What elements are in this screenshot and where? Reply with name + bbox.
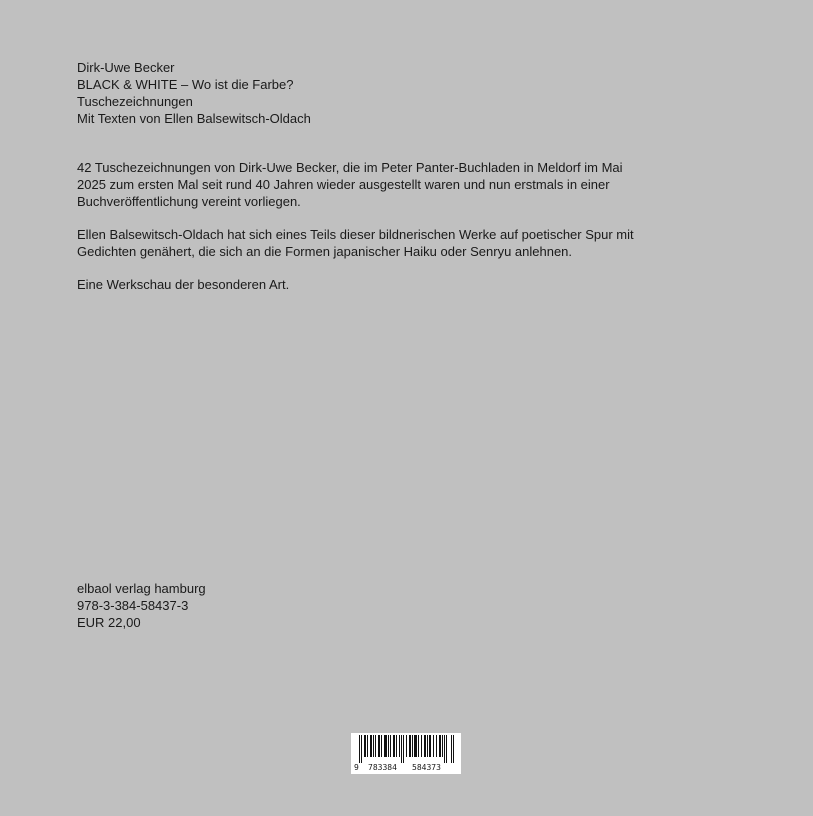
- book-description: [77, 159, 677, 309]
- description-paragraph-2: Ellen Balsewitsch-Oldach hat sich eines Teils dieser bildnerischen Werke auf poetischer Spur mit Gedichten genähert, die sich an die Formen japanischer Haiku oder Senryu anlehnen.: [77, 227, 634, 259]
- book-header: [77, 59, 677, 127]
- author-name: Dirk-Uwe Becker: [77, 60, 175, 75]
- price: EUR 22,00: [77, 615, 141, 630]
- barcode-digits: [351, 763, 461, 773]
- isbn-barcode: [351, 733, 461, 774]
- description-paragraph-1: 42 Tuschezeichnungen von Dirk-Uwe Becker, die im Peter Panter-Buchladen in Meldorf im Mai 2025 zum ersten Mal seit rund 40 Jahren wieder ausgestellt waren und nun erstmals in einer Buchveröffentlichung vereint vorliegen.: [77, 160, 623, 209]
- barcode-bars: [351, 733, 461, 763]
- texts-credit: Mit Texten von Ellen Balsewitsch-Oldach: [77, 111, 311, 126]
- barcode-left-group: 783384: [368, 763, 397, 772]
- book-title: BLACK & WHITE – Wo ist die Farbe?: [77, 77, 294, 92]
- publication-info: [77, 580, 677, 631]
- description-paragraph-3: Eine Werkschau der besonderen Art.: [77, 277, 290, 292]
- barcode-right-group: 584373: [412, 763, 441, 772]
- book-subtitle: Tuschezeichnungen: [77, 94, 193, 109]
- barcode-first-digit: 9: [354, 763, 359, 772]
- isbn-number: 978-3-384-58437-3: [77, 598, 189, 613]
- publisher-name: elbaol verlag hamburg: [77, 581, 206, 596]
